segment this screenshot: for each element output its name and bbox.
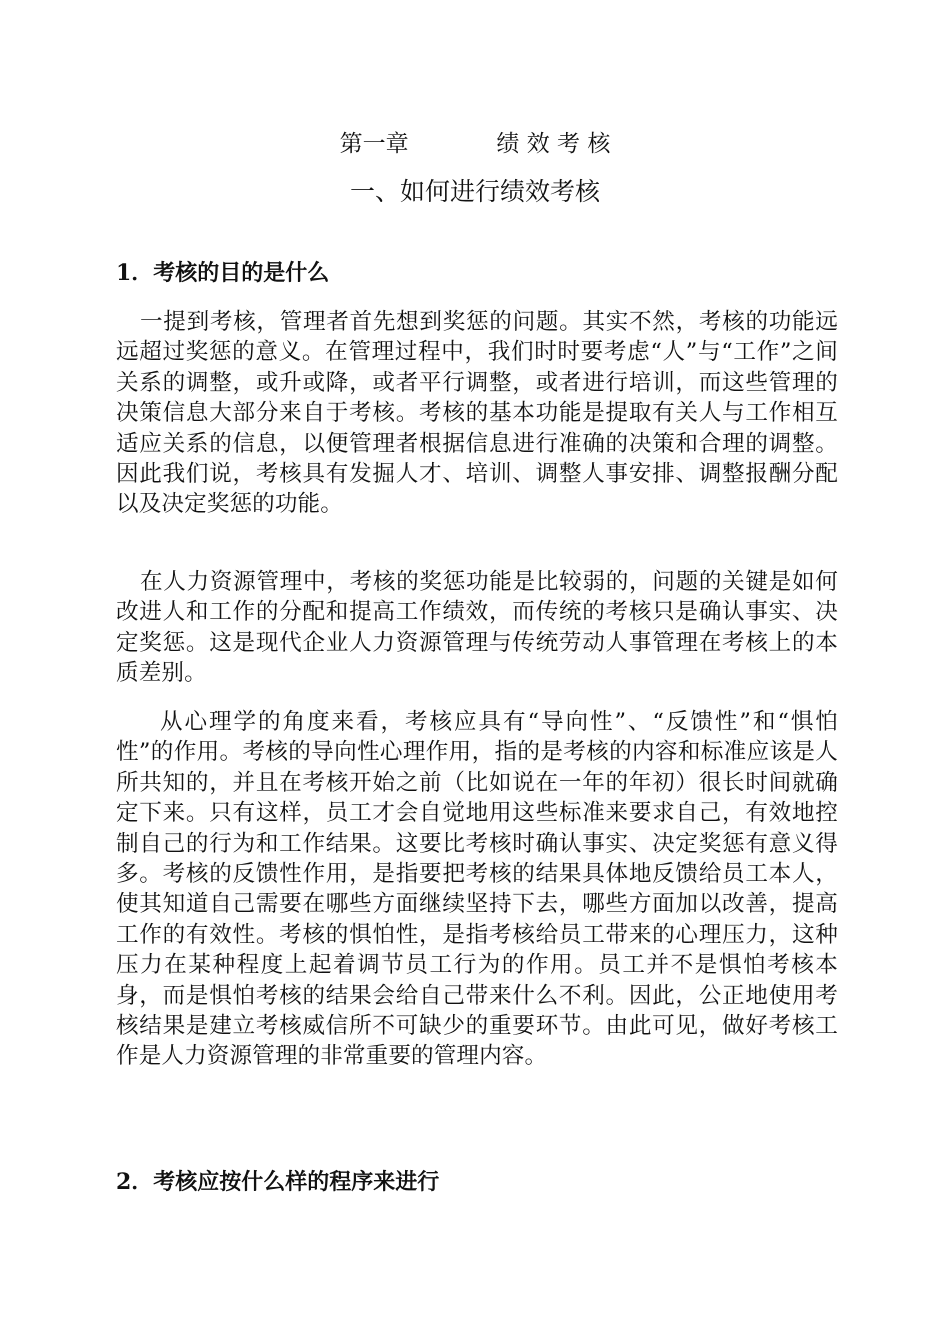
section-title: 一、如何进行绩效考核 (349, 177, 600, 206)
paragraph: 在人力资源管理中，考核的奖惩功能是比较弱的，问题的关键是如何改进人和工作的分配和提高工作绩效，而传统的考核只是确认事实、决定奖惩。这是现代企业人力资源管理与传统劳动人事管理在考核上的本质差别。 (116, 569, 838, 687)
subheading-purpose: 1．考核的目的是什么 (116, 260, 330, 286)
paragraph: 从心理学的角度来看，考核应具有“导向性”、“反馈性”和“惧怕性”的作用。考核的导向性心理作用，指的是考核的内容和标准应该是人所共知的，并且在考核开始之前（比如说在一年的年初）很长时间就确定下来。只有这样，员工才会自觉地用这些标准来要求自己，有效地控制自己的行为和工作结果。这要比考核时确认事实、决定奖惩有意义得多。考核的反馈性作用，是指要把考核的结果具体地反馈给员工本人，使其知道自己需要在哪些方面继续坚持下去，哪些方面加以改善，提高工作的有效性。考核的惧怕性，是指考核给员工带来的心理压力，这种压力在某种程度上起着调节员工行为的作用。员工并不是惧怕考核本身，而是惧怕考核的结果会给自己带来什么不利。因此，公正地使用考核结果是建立考核威信所不可缺少的重要环节。由此可见，做好考核工作是人力资源管理的非常重要的管理内容。 (116, 709, 838, 1070)
subheading-procedure: 2．考核应按什么样的程序来进行 (116, 1169, 440, 1195)
paragraph: 一提到考核，管理者首先想到奖惩的问题。其实不然，考核的功能远远超过奖惩的意义。在管理过程中，我们时时要考虑“人”与“工作”之间关系的调整，或升或降，或者平行调整，或者进行培训，而这些管理的决策信息大部分来自于考核。考核的基本功能是提取有关人与工作相互适应关系的信息，以便管理者根据信息进行准确的决策和合理的调整。因此我们说，考核具有发掘人才、培训、调整人事安排、调整报酬分配以及决定奖惩的功能。 (116, 309, 838, 518)
chapter-title: 第一章 绩 效 考 核 (339, 131, 611, 157)
